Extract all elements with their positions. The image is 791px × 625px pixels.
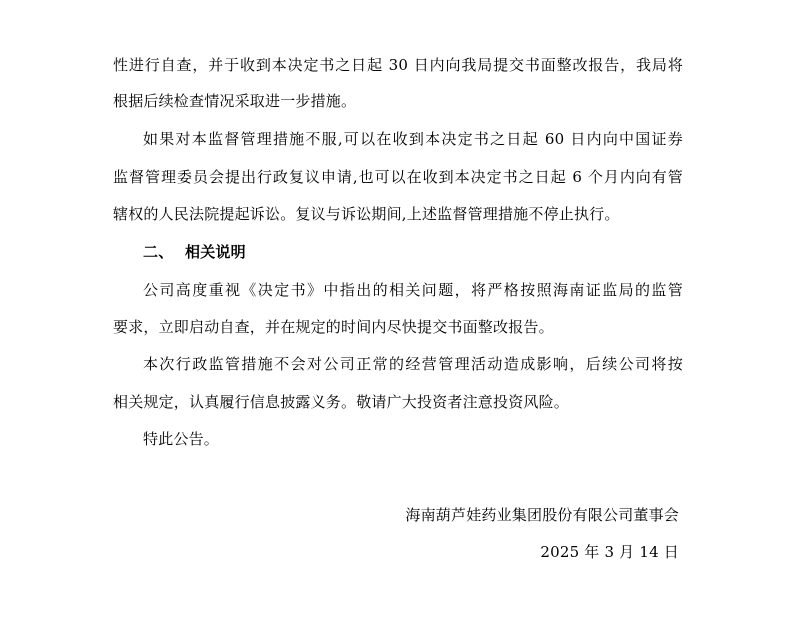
paragraph2-line2: 监督管理委员会提出行政复议申请,也可以在收到本决定书之日起 6 个月内向有管: [113, 168, 683, 186]
paragraph3-line2: 要求，立即启动自查，并在规定的时间内尽快提交书面整改报告。: [113, 318, 554, 336]
section-heading: [143, 242, 713, 262]
paragraph4-line1: 本次行政监管措施不会对公司正常的经营管理活动造成影响，后续公司将按: [143, 355, 683, 373]
paragraph1-line1: 性进行自查，并于收到本决定书之日起 30 日内向我局提交书面整改报告，我局将: [113, 56, 683, 74]
section-number: 二、: [143, 243, 174, 261]
paragraph2-line1: 如果对本监督管理措施不服,可以在收到本决定书之日起 60 日内向中国证券: [143, 130, 683, 148]
paragraph3-line1: 公司高度重视《决定书》中指出的相关问题，将严格按照海南证监局的监管: [143, 281, 683, 299]
signature-company: 海南葫芦娃药业集团股份有限公司董事会: [405, 506, 679, 524]
paragraph1-line2: 根据后续检查情况采取进一步措施。: [113, 92, 357, 110]
paragraph2-line3: 辖权的人民法院提起诉讼。复议与诉讼期间,上述监督管理措施不停止执行。: [113, 205, 620, 223]
paragraph4-line2: 相关规定，认真履行信息披露义务。敬请广大投资者注意投资风险。: [113, 393, 570, 411]
section-title: 相关说明: [185, 243, 246, 261]
closing-text: 特此公告。: [143, 430, 220, 448]
signature-date: 2025 年 3 月 14 日: [540, 543, 679, 561]
